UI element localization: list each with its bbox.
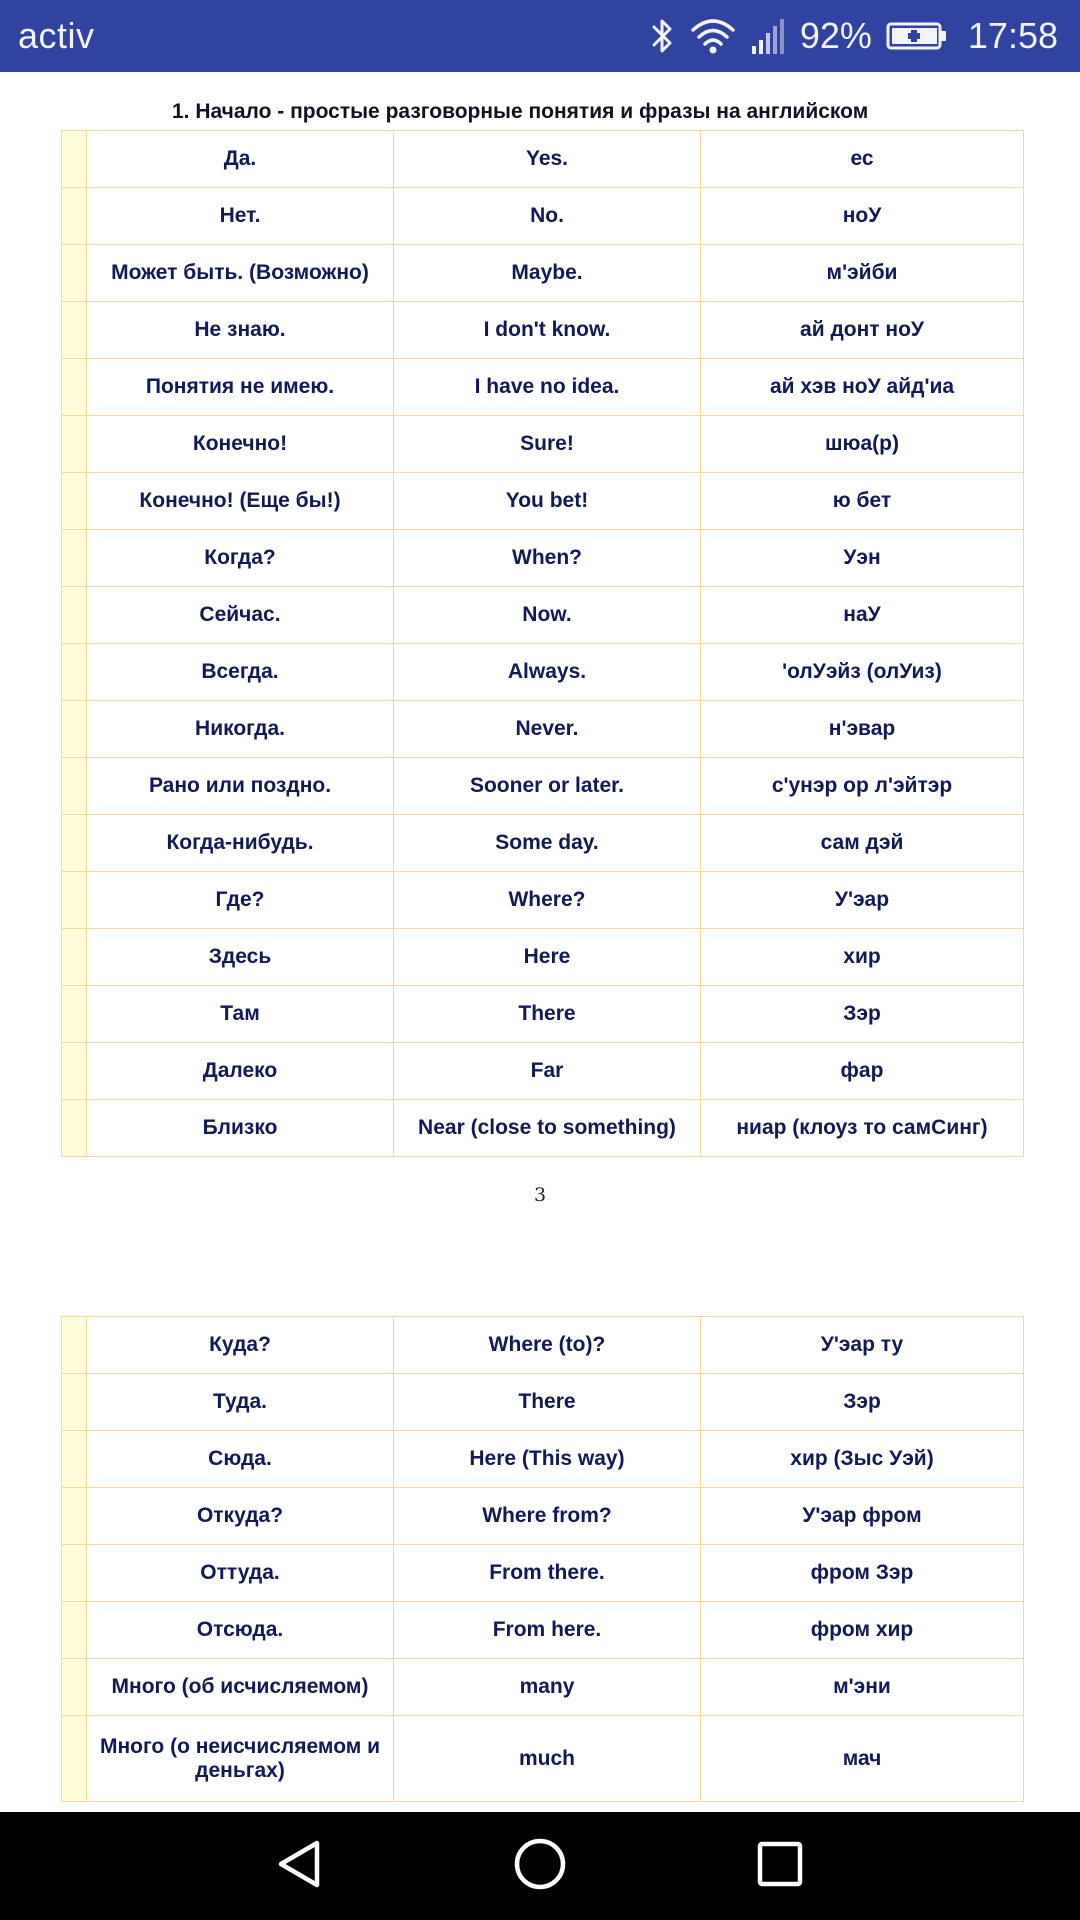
back-icon [273, 1837, 327, 1896]
row-margin [62, 1431, 87, 1488]
english-phrase-cell: No. [394, 188, 701, 245]
pronunciation-cell: У'эар [701, 872, 1024, 929]
pronunciation-cell: шюа(р) [701, 416, 1024, 473]
english-phrase-cell: Never. [394, 701, 701, 758]
pronunciation-cell: хир (Зыс Уэй) [701, 1431, 1024, 1488]
battery-percent: 92% [799, 15, 872, 56]
row-margin [62, 416, 87, 473]
phrase-table-2-body [62, 1317, 1024, 1802]
page-number: 3 [533, 1184, 547, 1206]
row-margin [62, 758, 87, 815]
russian-phrase-cell: Конечно! [87, 416, 394, 473]
table-row [62, 587, 1024, 644]
table-row [62, 1602, 1024, 1659]
status-icons [650, 15, 1058, 57]
russian-phrase-cell: Здесь [87, 929, 394, 986]
russian-phrase-cell: Да. [87, 131, 394, 188]
phrase-table-2 [61, 1316, 1024, 1802]
russian-phrase-cell: Никогда. [87, 701, 394, 758]
table-row [62, 1374, 1024, 1431]
table-row [62, 815, 1024, 872]
row-margin [62, 1317, 87, 1374]
table-row [62, 644, 1024, 701]
battery-charging-icon [886, 16, 948, 56]
row-margin [62, 188, 87, 245]
row-margin [62, 131, 87, 188]
pronunciation-cell: Зэр [701, 1374, 1024, 1431]
russian-phrase-cell: Отсюда. [87, 1602, 394, 1659]
row-margin [62, 872, 87, 929]
pronunciation-cell: ю бет [701, 473, 1024, 530]
table-row [62, 701, 1024, 758]
row-margin [62, 1545, 87, 1602]
clock: 17:58 [967, 15, 1058, 56]
navigation-bar [0, 1812, 1080, 1920]
row-margin [62, 1602, 87, 1659]
pronunciation-cell: Зэр [701, 986, 1024, 1043]
table-row [62, 929, 1024, 986]
russian-phrase-cell: Куда? [87, 1317, 394, 1374]
english-phrase-cell: There [394, 986, 701, 1043]
russian-phrase-cell: Где? [87, 872, 394, 929]
pronunciation-cell: сам дэй [701, 815, 1024, 872]
row-margin [62, 644, 87, 701]
table-row [62, 758, 1024, 815]
table-row [62, 986, 1024, 1043]
table-row [62, 302, 1024, 359]
row-margin [62, 473, 87, 530]
table-row [62, 1100, 1024, 1157]
english-phrase-cell: Far [394, 1043, 701, 1100]
row-margin [62, 1488, 87, 1545]
bluetooth-icon [650, 16, 676, 56]
english-phrase-cell: Some day. [394, 815, 701, 872]
row-margin [62, 1716, 87, 1802]
table-row [62, 1488, 1024, 1545]
pronunciation-cell: У'эар фром [701, 1488, 1024, 1545]
english-phrase-cell: Where (to)? [394, 1317, 701, 1374]
table-row [62, 872, 1024, 929]
english-phrase-cell: There [394, 1374, 701, 1431]
english-phrase-cell: From here. [394, 1602, 701, 1659]
russian-phrase-cell: Конечно! (Еще бы!) [87, 473, 394, 530]
english-phrase-cell: Sooner or later. [394, 758, 701, 815]
table-row [62, 1545, 1024, 1602]
page-title: 1. Начало - простые разговорные понятия и фразы на английском [172, 100, 869, 123]
russian-phrase-cell: Близко [87, 1100, 394, 1157]
russian-phrase-cell: Там [87, 986, 394, 1043]
table-row [62, 1431, 1024, 1488]
russian-phrase-cell: Оттуда. [87, 1545, 394, 1602]
recents-icon [754, 1838, 806, 1895]
row-margin [62, 1659, 87, 1716]
english-phrase-cell: Where? [394, 872, 701, 929]
table-row [62, 1317, 1024, 1374]
russian-phrase-cell: Не знаю. [87, 302, 394, 359]
pronunciation-cell: м'эни [701, 1659, 1024, 1716]
home-button[interactable] [500, 1826, 580, 1906]
pronunciation-cell: У'эар ту [701, 1317, 1024, 1374]
table-row [62, 1659, 1024, 1716]
english-phrase-cell: Now. [394, 587, 701, 644]
russian-phrase-cell: Туда. [87, 1374, 394, 1431]
english-phrase-cell: Where from? [394, 1488, 701, 1545]
pronunciation-cell: ниар (клоуз то самСинг) [701, 1100, 1024, 1157]
table-row [62, 245, 1024, 302]
russian-phrase-cell: Далеко [87, 1043, 394, 1100]
english-phrase-cell: many [394, 1659, 701, 1716]
english-phrase-cell: When? [394, 530, 701, 587]
english-phrase-cell: Here [394, 929, 701, 986]
phrase-table-1-body [62, 131, 1024, 1157]
back-button[interactable] [260, 1826, 340, 1906]
russian-phrase-cell: Рано или поздно. [87, 758, 394, 815]
row-margin [62, 815, 87, 872]
pronunciation-cell: фар [701, 1043, 1024, 1100]
english-phrase-cell: From there. [394, 1545, 701, 1602]
pronunciation-cell: хир [701, 929, 1024, 986]
document-view[interactable] [0, 72, 1080, 1812]
pronunciation-cell: ай хэв ноУ айд'иа [701, 359, 1024, 416]
english-phrase-cell: Always. [394, 644, 701, 701]
row-margin [62, 1043, 87, 1100]
pronunciation-cell: наУ [701, 587, 1024, 644]
russian-phrase-cell: Сюда. [87, 1431, 394, 1488]
pronunciation-cell: н'эвар [701, 701, 1024, 758]
russian-phrase-cell: Нет. [87, 188, 394, 245]
russian-phrase-cell: Много (об исчисляемом) [87, 1659, 394, 1716]
recents-button[interactable] [740, 1826, 820, 1906]
table-row [62, 530, 1024, 587]
pronunciation-cell: м'эйби [701, 245, 1024, 302]
table-row [62, 1716, 1024, 1802]
english-phrase-cell: I have no idea. [394, 359, 701, 416]
pronunciation-cell: ай донт ноУ [701, 302, 1024, 359]
russian-phrase-cell: Когда? [87, 530, 394, 587]
table-row [62, 416, 1024, 473]
row-margin [62, 929, 87, 986]
english-phrase-cell: You bet! [394, 473, 701, 530]
row-margin [62, 530, 87, 587]
app-name: activ [18, 15, 95, 56]
signal-icon [750, 16, 786, 56]
english-phrase-cell: Yes. [394, 131, 701, 188]
row-margin [62, 302, 87, 359]
english-phrase-cell: Sure! [394, 416, 701, 473]
english-phrase-cell: Here (This way) [394, 1431, 701, 1488]
table-row [62, 188, 1024, 245]
row-margin [62, 587, 87, 644]
row-margin [62, 1100, 87, 1157]
russian-phrase-cell: Много (о неисчисляемом и деньгах) [87, 1716, 394, 1802]
row-margin [62, 701, 87, 758]
row-margin [62, 359, 87, 416]
table-row [62, 131, 1024, 188]
pronunciation-cell: 'олУэйз (олУиз) [701, 644, 1024, 701]
russian-phrase-cell: Откуда? [87, 1488, 394, 1545]
home-icon [512, 1836, 568, 1897]
russian-phrase-cell: Может быть. (Возможно) [87, 245, 394, 302]
pronunciation-cell: с'унэр ор л'эйтэр [701, 758, 1024, 815]
table-row [62, 473, 1024, 530]
row-margin [62, 986, 87, 1043]
status-bar [0, 0, 1080, 72]
english-phrase-cell: much [394, 1716, 701, 1802]
russian-phrase-cell: Всегда. [87, 644, 394, 701]
row-margin [62, 1374, 87, 1431]
russian-phrase-cell: Понятия не имею. [87, 359, 394, 416]
pronunciation-cell: мач [701, 1716, 1024, 1802]
russian-phrase-cell: Когда-нибудь. [87, 815, 394, 872]
pronunciation-cell: ес [701, 131, 1024, 188]
english-phrase-cell: I don't know. [394, 302, 701, 359]
row-margin [62, 245, 87, 302]
pronunciation-cell: фром хир [701, 1602, 1024, 1659]
wifi-icon [690, 16, 736, 56]
russian-phrase-cell: Сейчас. [87, 587, 394, 644]
table-row [62, 1043, 1024, 1100]
english-phrase-cell: Near (close to something) [394, 1100, 701, 1157]
phrase-table-1 [61, 130, 1024, 1157]
table-row [62, 359, 1024, 416]
pronunciation-cell: Уэн [701, 530, 1024, 587]
english-phrase-cell: Maybe. [394, 245, 701, 302]
pronunciation-cell: фром Зэр [701, 1545, 1024, 1602]
pronunciation-cell: ноУ [701, 188, 1024, 245]
